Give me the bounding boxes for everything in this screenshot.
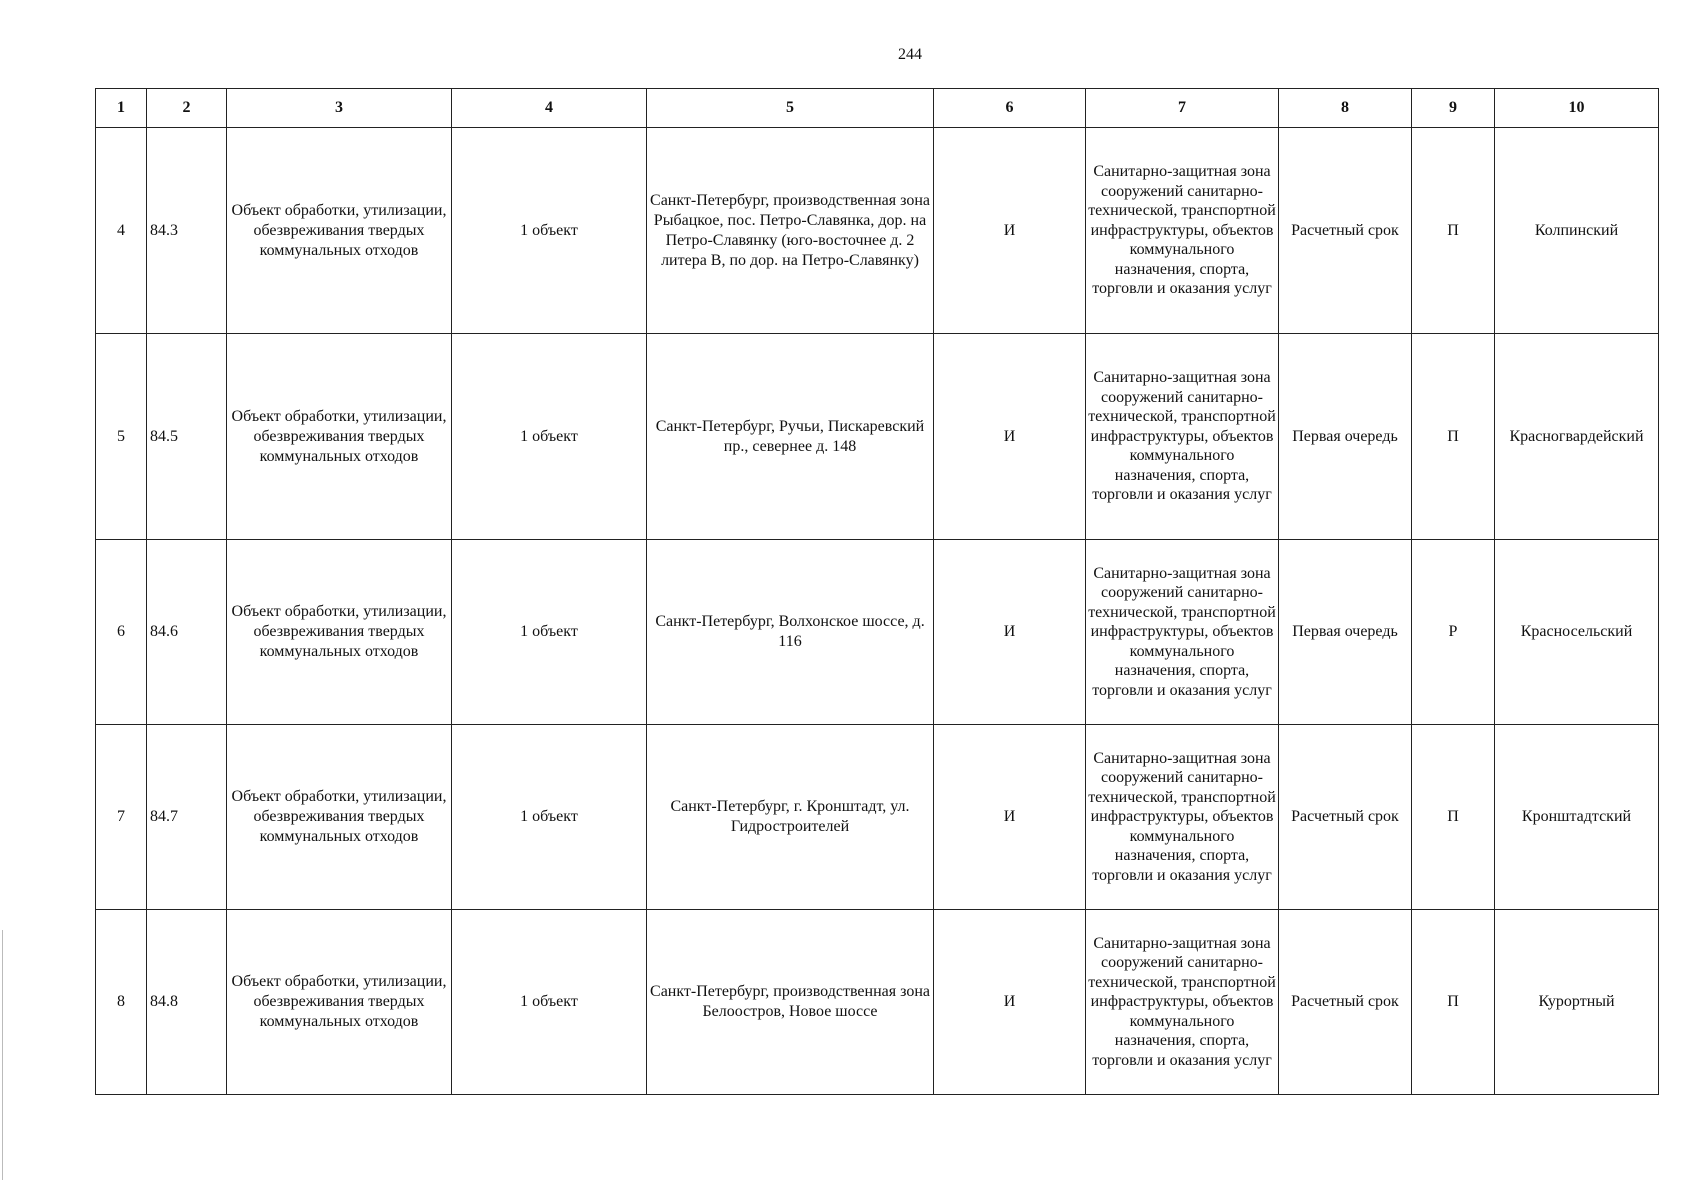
table-row (96, 910, 1659, 1095)
object-quantity: 1 объект (452, 910, 647, 1095)
header-cell: 4 (452, 89, 647, 128)
object-term: Первая очередь (1279, 540, 1412, 725)
object-type: И (934, 128, 1086, 334)
header-cell: 10 (1495, 89, 1659, 128)
row-code: 84.6 (147, 540, 227, 725)
object-address: Санкт-Петербург, производственная зона Белоостров, Новое шоссе (647, 910, 934, 1095)
object-type: И (934, 334, 1086, 540)
row-code: 84.8 (147, 910, 227, 1095)
object-term: Расчетный срок (1279, 128, 1412, 334)
table-row (96, 725, 1659, 910)
object-zone: Санитарно-защитная зона сооружений санитарно-технической, транспортной инфраструктуры, объектов коммунального назначения, спорта, торговли и оказания услуг (1086, 910, 1279, 1095)
object-quantity: 1 объект (452, 334, 647, 540)
object-name: Объект обработки, утилизации, обезвреживания твердых коммунальных отходов (227, 334, 452, 540)
object-district: Колпинский (1495, 128, 1659, 334)
object-type: И (934, 540, 1086, 725)
object-name: Объект обработки, утилизации, обезвреживания твердых коммунальных отходов (227, 540, 452, 725)
row-code: 84.3 (147, 128, 227, 334)
object-address: Санкт-Петербург, производственная зона Рыбацкое, пос. Петро-Славянка, дор. на Петро-Славянку (юго-восточнее д. 2 литера В, по дор. на Петро-Славянку) (647, 128, 934, 334)
object-term: Расчетный срок (1279, 725, 1412, 910)
row-number: 5 (96, 334, 147, 540)
object-zone: Санитарно-защитная зона сооружений санитарно-технической, транспортной инфраструктуры, объектов коммунального назначения, спорта, торговли и оказания услуг (1086, 128, 1279, 334)
object-status: П (1412, 334, 1495, 540)
object-name: Объект обработки, утилизации, обезвреживания твердых коммунальных отходов (227, 128, 452, 334)
table-row (96, 128, 1659, 334)
table-header-row (96, 89, 1659, 128)
header-cell: 5 (647, 89, 934, 128)
table-row (96, 540, 1659, 725)
row-number: 4 (96, 128, 147, 334)
object-address: Санкт-Петербург, г. Кронштадт, ул. Гидростроителей (647, 725, 934, 910)
object-type: И (934, 910, 1086, 1095)
header-cell: 8 (1279, 89, 1412, 128)
object-address: Санкт-Петербург, Волхонское шоссе, д. 116 (647, 540, 934, 725)
object-status: Р (1412, 540, 1495, 725)
header-cell: 9 (1412, 89, 1495, 128)
object-status: П (1412, 725, 1495, 910)
object-type: И (934, 725, 1086, 910)
row-code: 84.5 (147, 334, 227, 540)
object-status: П (1412, 128, 1495, 334)
object-name: Объект обработки, утилизации, обезвреживания твердых коммунальных отходов (227, 910, 452, 1095)
object-term: Расчетный срок (1279, 910, 1412, 1095)
header-cell: 2 (147, 89, 227, 128)
object-name: Объект обработки, утилизации, обезвреживания твердых коммунальных отходов (227, 725, 452, 910)
header-cell: 3 (227, 89, 452, 128)
row-number: 6 (96, 540, 147, 725)
object-district: Кронштадтский (1495, 725, 1659, 910)
object-zone: Санитарно-защитная зона сооружений санитарно-технической, транспортной инфраструктуры, объектов коммунального назначения, спорта, торговли и оказания услуг (1086, 540, 1279, 725)
object-term: Первая очередь (1279, 334, 1412, 540)
object-quantity: 1 объект (452, 128, 647, 334)
header-cell: 6 (934, 89, 1086, 128)
scan-edge-line (2, 930, 3, 1180)
row-number: 8 (96, 910, 147, 1095)
header-cell: 1 (96, 89, 147, 128)
page-number: 244 (898, 46, 922, 63)
table-row (96, 334, 1659, 540)
header-cell: 7 (1086, 89, 1279, 128)
row-number: 7 (96, 725, 147, 910)
row-code: 84.7 (147, 725, 227, 910)
object-district: Курортный (1495, 910, 1659, 1095)
object-district: Красносельский (1495, 540, 1659, 725)
object-address: Санкт-Петербург, Ручьи, Пискаревский пр., севернее д. 148 (647, 334, 934, 540)
object-district: Красногвардейский (1495, 334, 1659, 540)
object-status: П (1412, 910, 1495, 1095)
object-quantity: 1 объект (452, 540, 647, 725)
object-zone: Санитарно-защитная зона сооружений санитарно-технической, транспортной инфраструктуры, объектов коммунального назначения, спорта, торговли и оказания услуг (1086, 725, 1279, 910)
objects-table (95, 88, 1659, 1095)
object-zone: Санитарно-защитная зона сооружений санитарно-технической, транспортной инфраструктуры, объектов коммунального назначения, спорта, торговли и оказания услуг (1086, 334, 1279, 540)
object-quantity: 1 объект (452, 725, 647, 910)
